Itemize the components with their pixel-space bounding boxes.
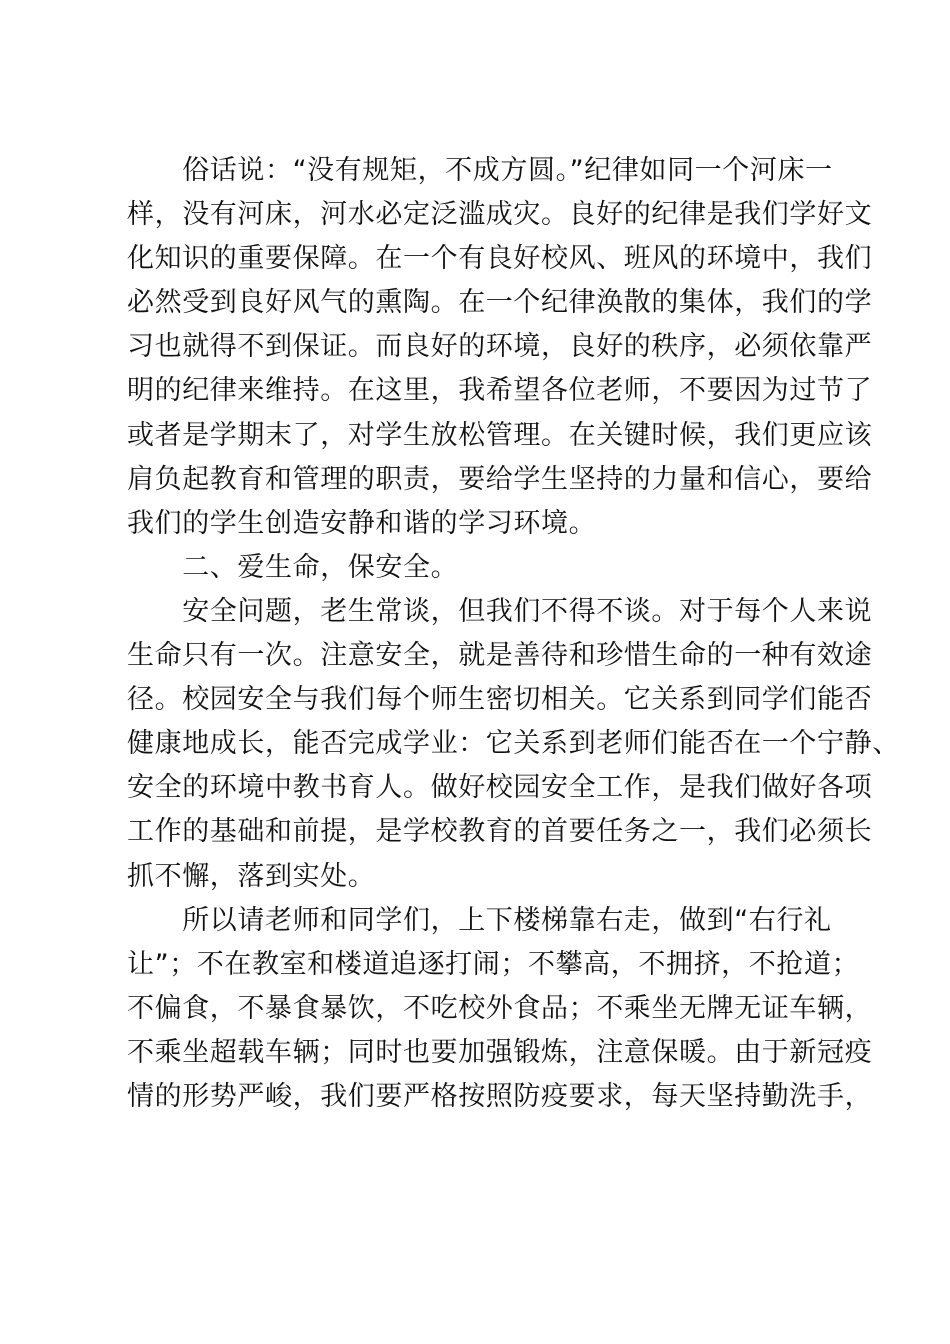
text-line: 明的纪律来维持。在这里，我希望各位老师，不要因为过节了 (127, 375, 873, 407)
text-line: 抓不懈，落到实处。 (127, 860, 376, 892)
text-line: 俗话说：“没有规矩，不成方圆。”纪律如同一个河床一 (127, 155, 833, 186)
text-line: 让”；不在教室和楼道追逐打闹；不攀高，不拥挤，不抢道； (127, 948, 860, 980)
text-line: 样，没有河床，河水必定泛滥成灾。良好的纪律是我们学好文 (127, 199, 873, 231)
text-line: 安全问题，老生常谈，但我们不得不谈。对于每个人来说 (127, 595, 873, 627)
text-line: 我们的学生创造安静和谐的学习环境。 (127, 507, 597, 539)
text-line: 习也就得不到保证。而良好的环境，良好的秩序，必须依靠严 (127, 331, 873, 363)
text-line: 生命只有一次。注意安全，就是善待和珍惜生命的一种有效途 (127, 640, 873, 672)
section-heading: 二、爱生命，保安全。 (127, 551, 459, 583)
text-line: 化知识的重要保障。在一个有良好校风、班风的环境中，我们 (127, 243, 873, 275)
text-line: 不乘坐超载车辆；同时也要加强锻炼，注意保暖。由于新冠疫 (127, 1036, 873, 1068)
text-line: 径。校园安全与我们每个师生密切相关。它关系到同学们能否 (127, 684, 873, 716)
body-text (127, 149, 900, 1119)
text-line: 健康地成长，能否完成学业：它关系到老师们能否在一个宁静、 (127, 728, 900, 760)
text-line: 工作的基础和前提，是学校教育的首要任务之一，我们必须长 (127, 816, 873, 848)
text-line: 所以请老师和同学们，上下楼梯靠右走，做到“右行礼 (127, 904, 832, 936)
text-line: 情的形势严峻，我们要严格按照防疫要求，每天坚持勤洗手， (127, 1080, 873, 1112)
text-line: 肩负起教育和管理的职责，要给学生坚持的力量和信心，要给 (127, 463, 873, 495)
text-line: 不偏食，不暴食暴饮，不吃校外食品；不乘坐无牌无证车辆， (127, 992, 873, 1024)
text-line: 安全的环境中教书育人。做好校园安全工作，是我们做好各项 (127, 772, 873, 804)
text-line: 必然受到良好风气的熏陶。在一个纪律涣散的集体，我们的学 (127, 287, 873, 319)
text-line: 或者是学期末了，对学生放松管理。在关键时候，我们更应该 (127, 419, 873, 451)
